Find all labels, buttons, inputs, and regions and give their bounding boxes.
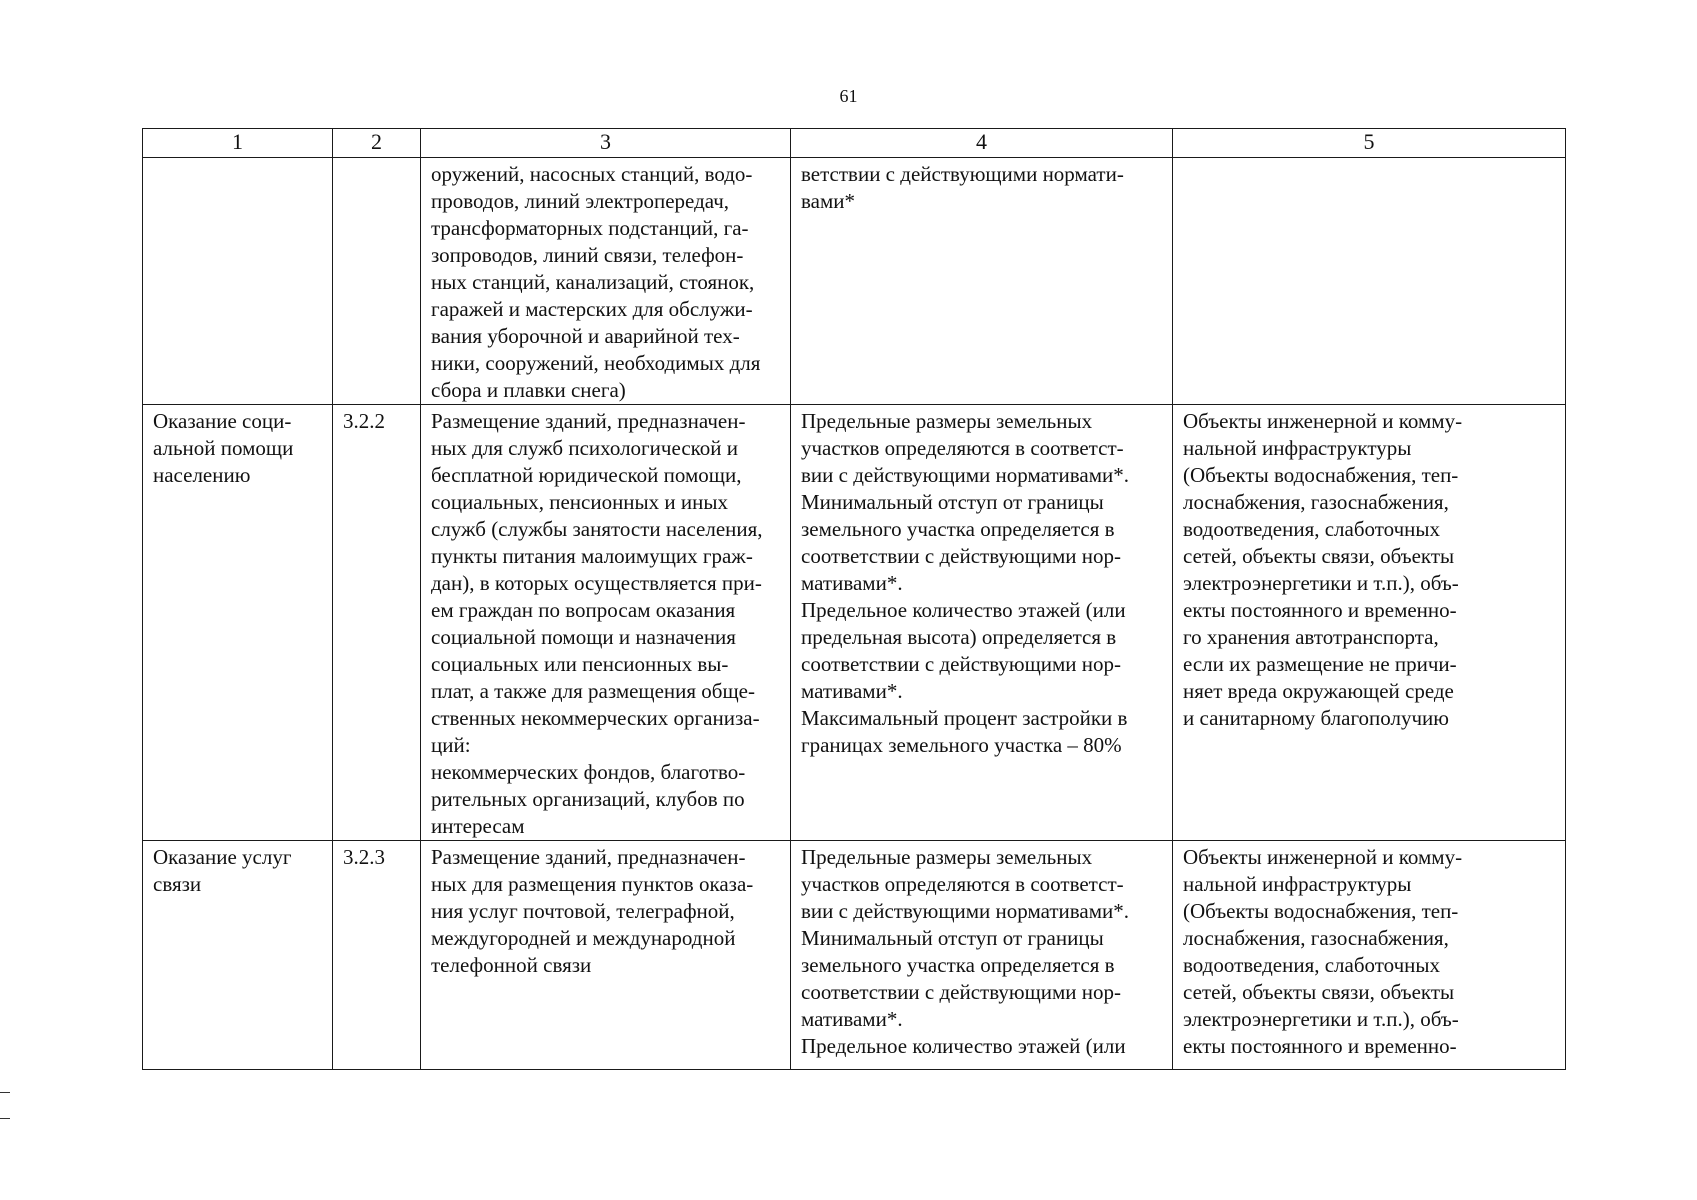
parameters-cell (791, 405, 1173, 841)
column-header-2: 2 (333, 129, 421, 158)
table-row (143, 158, 1566, 405)
parameters-cell (791, 158, 1173, 405)
land-use-name-cell (143, 158, 333, 405)
table-header-row (143, 129, 1566, 158)
margin-mark (0, 1092, 10, 1093)
column-header-4: 4 (791, 129, 1173, 158)
land-use-name-cell (143, 405, 333, 841)
land-use-description: Размещение зданий, предназначен- ных для служб психологической и бесплатной юридической помощи, социальных, пенсионных и иных служб (службы занятости населения, пункты питания малоимущих граж- дан), в которых осуществляется при- ем граждан по вопросам оказания социальной помощи и назначения социальных или пенсионных вы- плат, а также для размещения обще- ственных некоммерческих организа- ций: некоммерческих фондов, благотво- рительных организаций, клубов по интересам (431, 409, 763, 838)
auxiliary-uses-text: Объекты инженерной и комму- нальной инфраструктуры (Объекты водоснабжения, теп- лоснабжения, газоснабжения, водоотведения, слаботочных сетей, объекты связи, объекты электроэнергетики и т.п.), объ- екты постоянного и временно- го хранения автотранспорта, если их размещение не причи- няет вреда окружающей среде и санитарному благополучию (1183, 409, 1463, 730)
column-header-3: 3 (421, 129, 791, 158)
parameters-cell (791, 841, 1173, 1070)
margin-mark (0, 1118, 10, 1119)
land-use-table (142, 128, 1566, 1070)
auxiliary-uses-cell (1173, 405, 1566, 841)
parameters-text: Предельные размеры земельных участков определяются в соответст- вии с действующими нормативами*. Минимальный отступ от границы земельного участка определяется в соответствии с действующими нор- мативами*. Предельное количество этажей (или предельная высота) определяется в соответствии с действующими нор- мативами*. Максимальный процент застройки в границах земельного участка – 80% (801, 409, 1130, 757)
land-use-description: оружений, насосных станций, водо- проводов, линий электропередач, трансформаторных подстанций, га- зопроводов, линий связи, телефон- ных станций, канализаций, стоянок, гаражей и мастерских для обслужи- вания уборочной и аварийной тех- ники, сооружений, необходимых для сбора и плавки снега) (431, 162, 761, 402)
land-use-name: Оказание соци- альной помощи населению (153, 409, 294, 487)
land-use-code-cell (333, 841, 421, 1070)
land-use-name-cell (143, 841, 333, 1070)
auxiliary-uses-text: Объекты инженерной и комму- нальной инфраструктуры (Объекты водоснабжения, теп- лоснабжения, газоснабжения, водоотведения, слаботочных сетей, объекты связи, объекты электроэнергетики и т.п.), объ- екты постоянного и временно- (1183, 845, 1463, 1058)
land-use-code-cell (333, 158, 421, 405)
table-row (143, 405, 1566, 841)
land-use-code-cell (333, 405, 421, 841)
auxiliary-uses-cell (1173, 841, 1566, 1070)
land-use-code: 3.2.2 (343, 409, 385, 433)
column-header-1: 1 (143, 129, 333, 158)
land-use-name: Оказание услуг связи (153, 845, 292, 896)
land-use-description-cell (421, 841, 791, 1070)
table-row (143, 841, 1566, 1070)
column-header-5: 5 (1173, 129, 1566, 158)
land-use-description: Размещение зданий, предназначен- ных для размещения пунктов оказа- ния услуг почтовой, телеграфной, междугородней и международной телефонной связи (431, 845, 754, 977)
parameters-text: Предельные размеры земельных участков определяются в соответст- вии с действующими нормативами*. Минимальный отступ от границы земельного участка определяется в соответствии с действующими нор- мативами*. Предельное количество этажей (или (801, 845, 1130, 1058)
land-use-description-cell (421, 405, 791, 841)
land-use-description-cell (421, 158, 791, 405)
parameters-text: ветствии с действующими нормати- вами* (801, 162, 1124, 213)
auxiliary-uses-cell (1173, 158, 1566, 405)
land-use-code: 3.2.3 (343, 845, 385, 869)
page-number: 61 (839, 86, 858, 106)
